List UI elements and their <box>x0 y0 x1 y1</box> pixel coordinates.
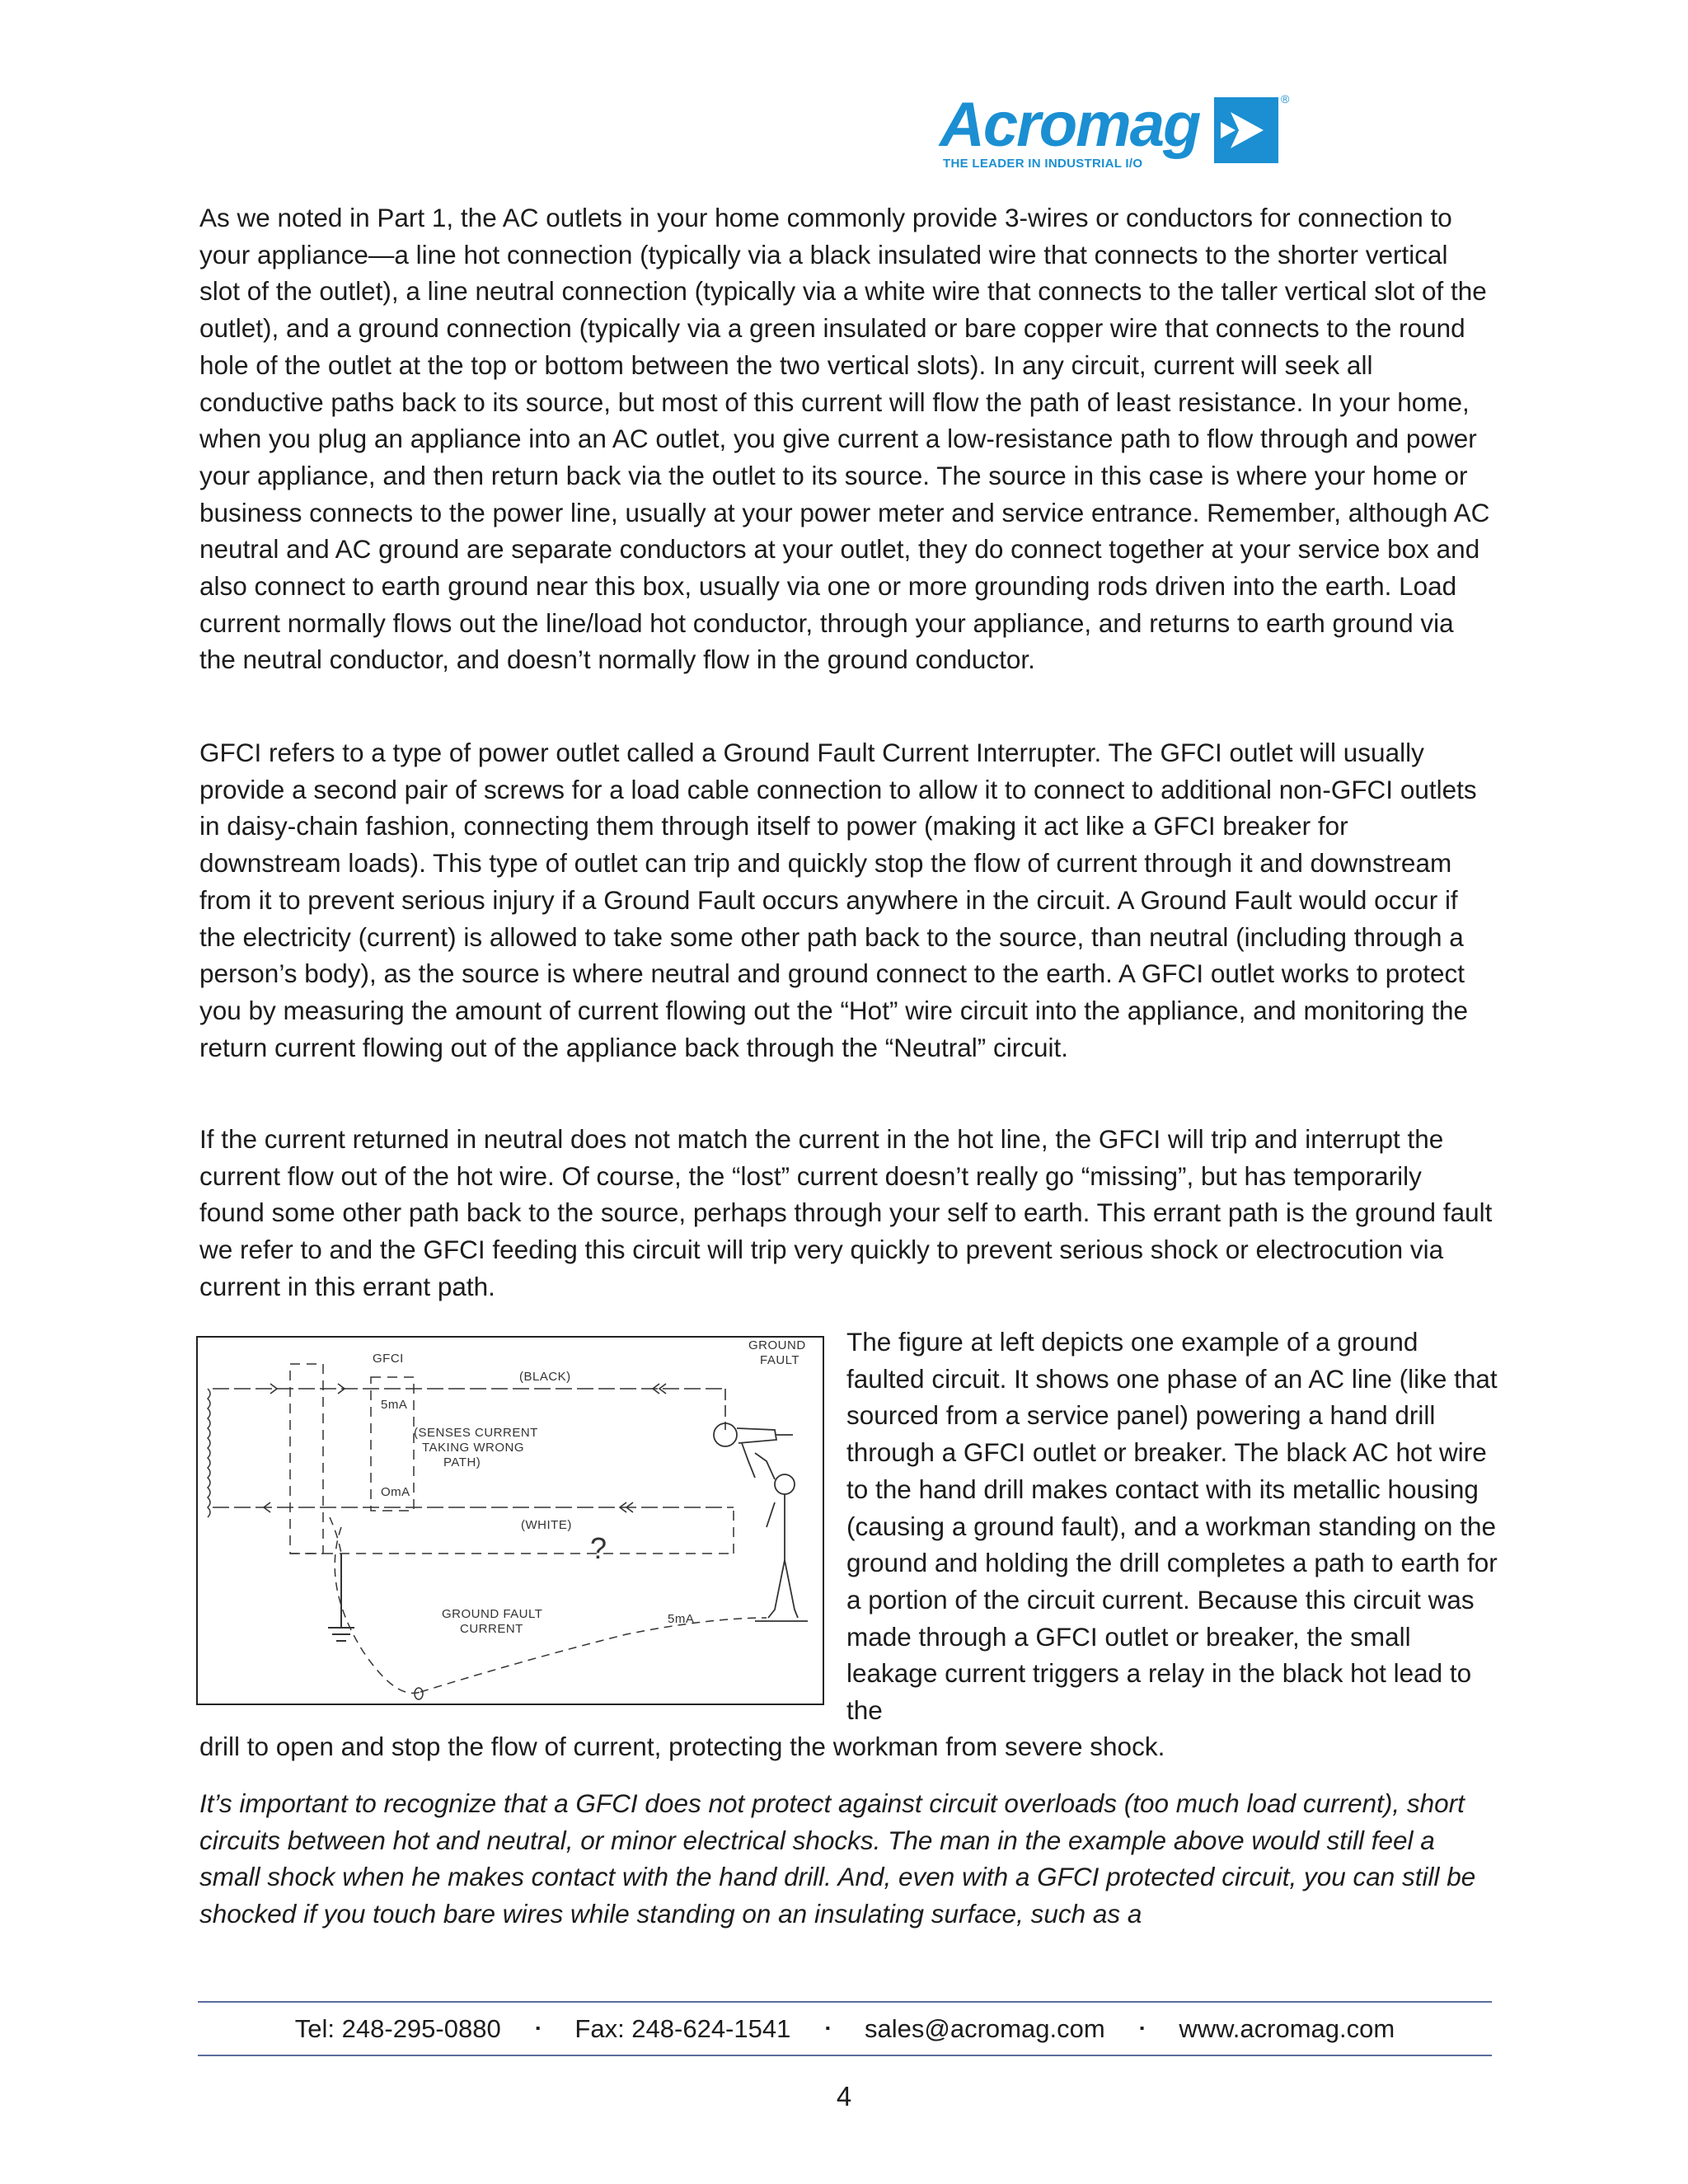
footer-separator: ▪ <box>825 2022 831 2036</box>
label-gfci: GFCI <box>373 1352 404 1366</box>
paragraph-figure-description: The figure at left depicts one example of a ground faulted circuit. It shows one phase of an AC line (like that sourced from a service panel) powering a hand drill through a GFCI outlet or breaker. The black AC hot wire to the hand drill makes contact with its metallic housing (causing a ground fault), and a workman standing on the ground and holding the drill completes a path to earth for a portion of the circuit current. Because this circuit was made through a GFCI outlet or breaker, the small leakage current triggers a relay in the black hot lead to the <box>846 1327 1498 1726</box>
label-fault: FAULT <box>760 1353 800 1367</box>
paragraph-gfci-definition: GFCI refers to a type of power outlet called a Ground Fault Current Interrupter. The GFCI outlet will usually provide a second pair of screws for a load cable connection to allow it to connect to additional non-GFCI outlets in daisy-chain fashion, connecting them through itself to power (making it act like a GFCI breaker for downstream loads). This type of outlet can trip and quickly stop the flow of current through it and downstream from it to prevent serious injury if a Ground Fault occurs anywhere in the circuit. A Ground Fault would occur if the electricity (current) is allowed to take some other path back to the source, than neutral (including through a person’s body), as the source is where neutral and ground connect to the earth. A GFCI outlet works to protect you by measuring the amount of current flowing out the “Hot” wire circuit into the appliance, and monitoring the return current flowing out of the appliance back through the “Neutral” circuit. <box>199 738 1477 1062</box>
label-5ma-bottom: 5mA <box>668 1612 695 1626</box>
page-number: 4 <box>836 2081 852 2111</box>
label-senses-3: PATH) <box>443 1455 481 1469</box>
footer-separator: ▪ <box>1139 2022 1145 2036</box>
label-senses-1: (SENSES CURRENT <box>414 1426 538 1440</box>
label-ground: GROUND <box>748 1338 806 1352</box>
paragraph-important-note: It’s important to recognize that a GFCI does not protect against circuit overloads (too much load current), short circuits between hot and neutral, or minor electrical shocks. The man in the example above would still feel a small shock when he makes contact with the hand drill. And, even with a GFCI protected circuit, you can still be shocked if you touch bare wires while standing on an insulating surface, such as a <box>199 1788 1476 1929</box>
label-gf-current-1: GROUND FAULT <box>442 1607 543 1621</box>
panel-boundary <box>290 1364 734 1554</box>
footer-email-link[interactable]: sales@acromag.com <box>865 2014 1105 2043</box>
logo-wordmark: Acromag <box>940 90 1200 160</box>
footer-tel: Tel: 248-295-0880 <box>294 2014 501 2043</box>
logo-tagline: THE LEADER IN INDUSTRIAL I/O <box>943 157 1143 171</box>
label-senses-2: TAKING WRONG <box>422 1441 525 1455</box>
label-gf-current-2: CURRENT <box>460 1622 523 1636</box>
footer-rule-bottom <box>198 2055 1492 2056</box>
acromag-logo <box>940 90 1290 175</box>
footer-website-link[interactable]: www.acromag.com <box>1179 2014 1395 2043</box>
paragraph-ac-outlets: As we noted in Part 1, the AC outlets in your home commonly provide 3-wires or conductors for connection to your appliance—a line hot connection (typically via a black insulated wire that connects to the shorter vertical slot of the outlet), a line neutral connection (typically via a white wire that connects to the taller vertical slot of the outlet), and a ground connection (typically via a green insulated or bare copper wire that connects to the round hole of the outlet at the top or bottom between the two vertical slots). In any circuit, current will seek all conductive paths back to its source, but most of this current will flow the path of least resistance. In your home, when you plug an appliance into an AC outlet, you give current a low-resistance path to flow through and power your appliance, and then return back via the outlet to its source. The source in this case is where your home or business connects to the power line, usually at your power meter and service entrance. Remember, although AC neutral and AC ground are separate conductors at your outlet, they do connect together at your service box and also connect to earth ground near this box, usually via one or more grounding rods driven into the earth. Load current normally flows out the line/load hot conductor, through your appliance, and returns to earth ground via the neutral conductor, and doesn’t normally flow in the ground conductor. <box>199 203 1490 675</box>
paragraph-gfci-trip: If the current returned in neutral does not match the current in the hot line, the GFCI will trip and interrupt the current flow out of the hot wire. Of course, the “lost” current doesn’t really go “missing”, but has temporarily found some other path back to the source, perhaps through your self to earth. This errant path is the ground fault we refer to and the GFCI feeding this circuit will trip very quickly to prevent serious shock or electrocution via current in this errant path. <box>199 1124 1493 1301</box>
footer-rule-top <box>198 2001 1492 2003</box>
label-black: (BLACK) <box>519 1370 571 1384</box>
logo-arrow-icon <box>1214 97 1278 163</box>
registered-mark: ® <box>1281 92 1290 105</box>
label-0ma: OmA <box>381 1485 410 1499</box>
ground-fault-figure <box>196 1336 824 1705</box>
footer-fax: Fax: 248-624-1541 <box>574 2014 791 2043</box>
label-question: ? <box>590 1531 607 1565</box>
source-coil-icon <box>208 1389 210 1517</box>
contact-footer <box>198 2009 1492 2049</box>
fault-current-path <box>330 1517 767 1693</box>
ground-fault-diagram <box>198 1338 823 1704</box>
paragraph-figure-description-end: drill to open and stop the flow of current, protecting the workman from severe shock. <box>199 1732 1165 1761</box>
footer-separator: ▪ <box>535 2022 541 2036</box>
workman-with-drill-icon <box>714 1423 808 1621</box>
label-white: (WHITE) <box>521 1518 572 1532</box>
label-5ma-top: 5mA <box>381 1398 408 1412</box>
